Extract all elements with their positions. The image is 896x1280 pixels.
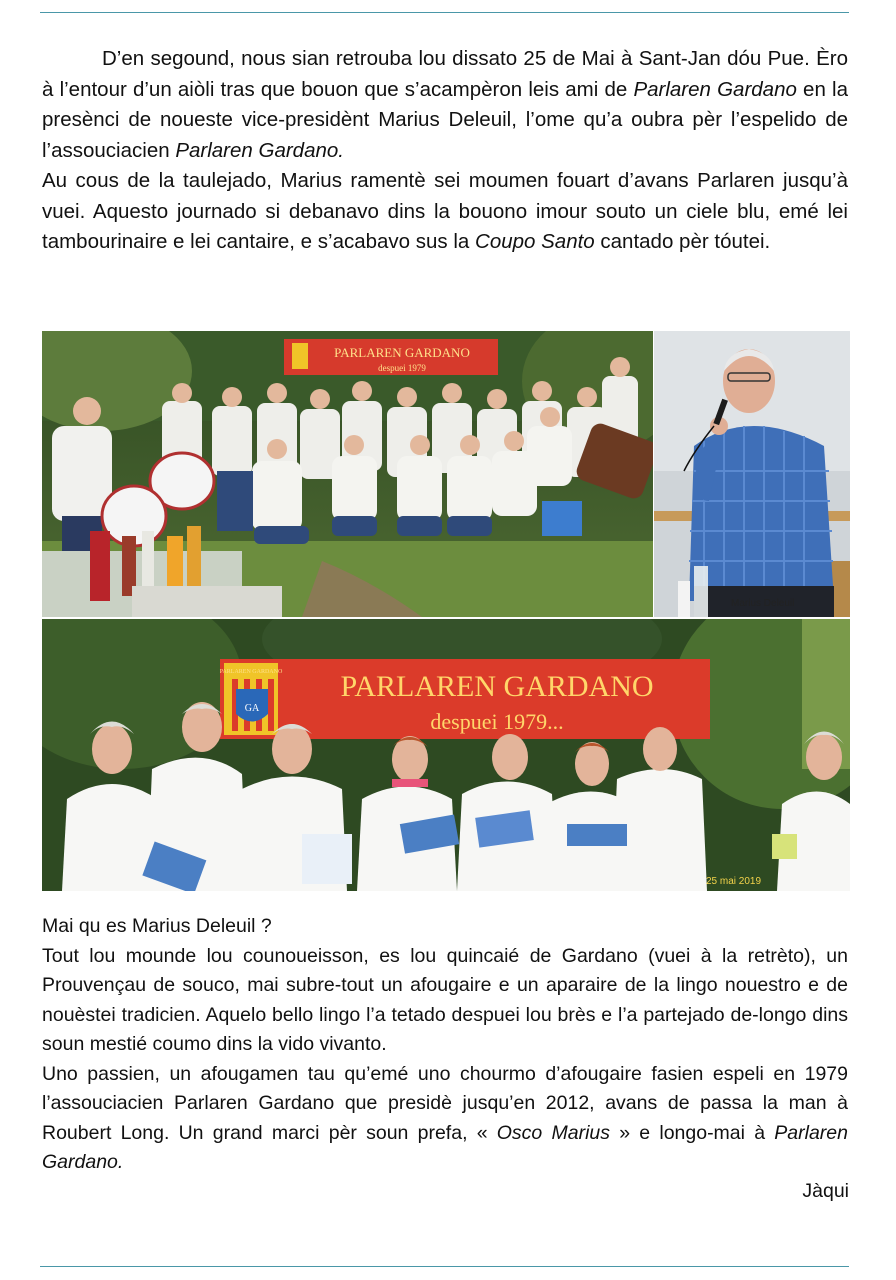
intro-paragraph: D’en segound, nous sian retrouba lou dissato 25 de Mai à Sant-Jan dóu Pue. Èro à l’entour d’un aiòli tras que bouon que s’acampèron leis ami de Parlaren Gardano en la presènci de noueste vice-presidènt Marius Deleuil, l’ome qu’a oubra pèr l’espelido de l’assouciacien Parlaren Gardano. Au cous de la taulejado, Marius ramentè sei moumen fouart d’avans Parlaren jusqu’à vuei. Aquesto journado si debanavo dins la bouono imour souto un ciele blu, emé lei tambourinaire e lei cantaire, e s’acabavo sus la Coupo Santo cantado pèr tóutei. — [42, 47, 848, 253]
author-signature: Jàqui — [802, 1180, 849, 1202]
top-rule — [40, 12, 849, 13]
group-photo — [42, 331, 653, 617]
photo-date: 25 mai 2019 — [706, 876, 762, 887]
marius-caption: Marius Deleuil — [731, 598, 795, 609]
body-paragraph: Mai qu es Marius Deleuil ? Tout lou mounde lou counoueisson, es lou quincaié de Gardano (vuei à la retrèto), un Prouvençau de souco, mai subre-tout un afougaire e un aparaire de la lingo nouestro e de nouèstei tradicien. Aquelo bello lingo l’a tetado despuei lou brès e l’a partejado de-longo dins soun mestié coumo dins la vido vivanto. Uno passien, un afougamen tau qu’emé uno chourmo d’afougaire fasien espeli en 1979 l’assouciacien Parlaren Gardano que presidè jusqu’en 2012, avans de passa la man à Roubert Long. Un grand marci pèr soun prefa, « Osco Marius » e longo-mai à Parlaren Gardano. — [42, 915, 848, 1173]
group-banner-sub: despuei 1979 — [378, 363, 426, 373]
group-banner-text: PARLAREN GARDANO — [334, 345, 470, 360]
choir-photo — [42, 619, 850, 891]
marius-question: Mai qu es Marius Deleuil ? — [42, 915, 272, 937]
bottom-rule — [40, 1266, 849, 1267]
choir-banner-small: PARLAREN GARDANO — [219, 669, 283, 675]
choir-banner-sub: despuei 1979... — [430, 709, 564, 734]
shield-letters: GA — [244, 703, 260, 714]
choir-banner-title: PARLAREN GARDANO — [340, 670, 654, 703]
marius-photo — [654, 331, 850, 617]
